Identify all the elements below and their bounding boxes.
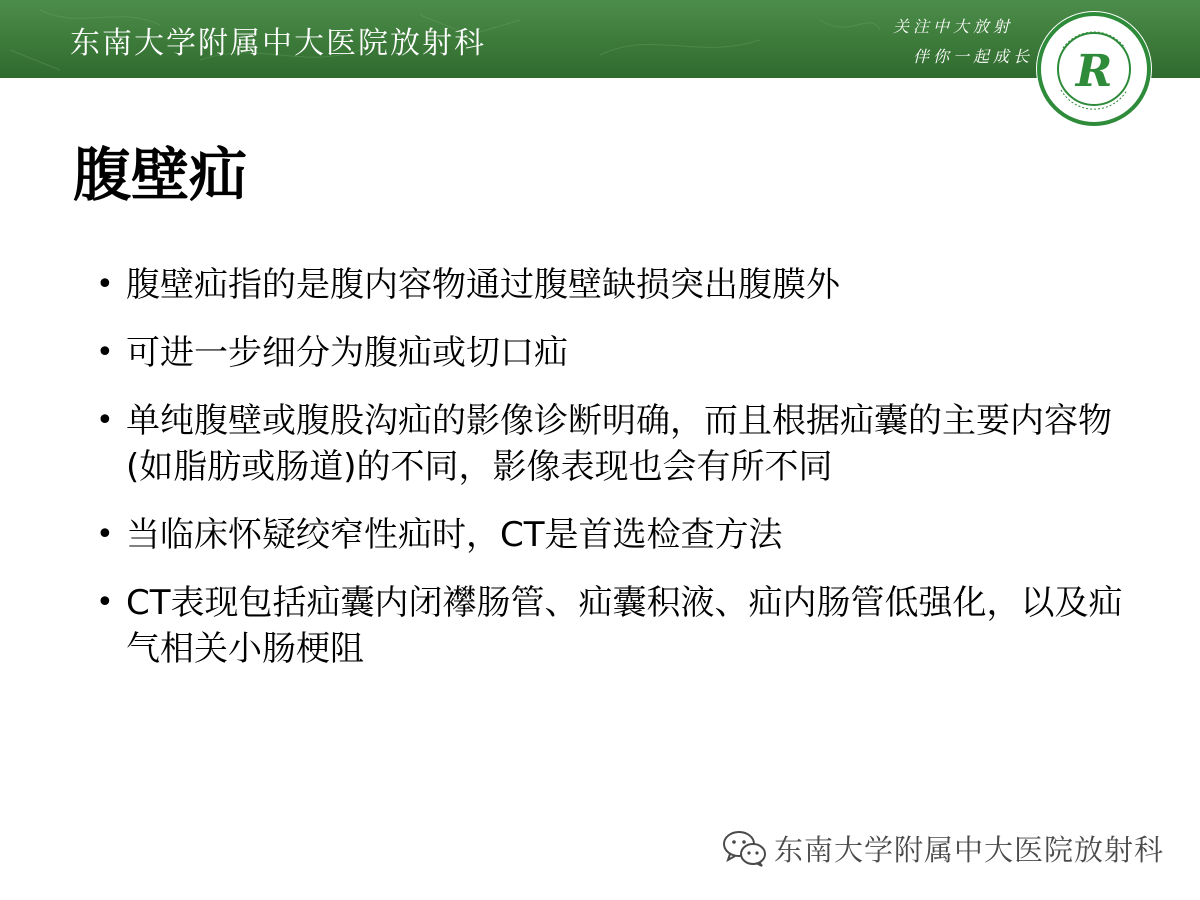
bullet-marker: • (96, 403, 114, 438)
bullet-text: 当临床怀疑绞窄性疝时，CT是首选检查方法 (126, 515, 783, 555)
slogan-line-2: 伴你一起成长 (913, 47, 1034, 66)
bullet-list (94, 262, 1124, 694)
slogan-line-1: 关注中大放射 (893, 17, 1014, 36)
bullet-text: 腹壁疝指的是腹内容物通过腹壁缺损突出腹膜外 (126, 265, 840, 305)
bullet-item (94, 580, 1124, 672)
bullet-marker: • (96, 267, 114, 302)
header-band (0, 0, 1200, 78)
bullet-item (94, 512, 1124, 558)
bullet-marker: • (96, 517, 114, 552)
institution-name: 东南大学附属中大医院放射科 (70, 26, 486, 61)
bullet-item (94, 262, 1124, 308)
hospital-logo (1033, 8, 1155, 130)
logo-letter: R (1075, 46, 1113, 97)
watermark-text: 东南大学附属中大医院放射科 (774, 833, 1165, 867)
bullet-item (94, 330, 1124, 376)
bullet-text: CT表现包括疝囊内闭襻肠管、疝囊积液、疝内肠管低强化，以及疝气相关小肠梗阻 (126, 583, 1123, 669)
bullet-marker: • (96, 585, 114, 620)
bullet-text: 单纯腹壁或腹股沟疝的影像诊断明确，而且根据疝囊的主要内容物(如脂肪或肠道)的不同，影像表现也会有所不同 (126, 401, 1112, 487)
wechat-icon (722, 828, 768, 868)
slide-title: 腹壁疝 (73, 141, 248, 209)
bullet-item (94, 398, 1124, 490)
bullet-marker: • (96, 335, 114, 370)
bullet-text: 可进一步细分为腹疝或切口疝 (126, 333, 568, 373)
